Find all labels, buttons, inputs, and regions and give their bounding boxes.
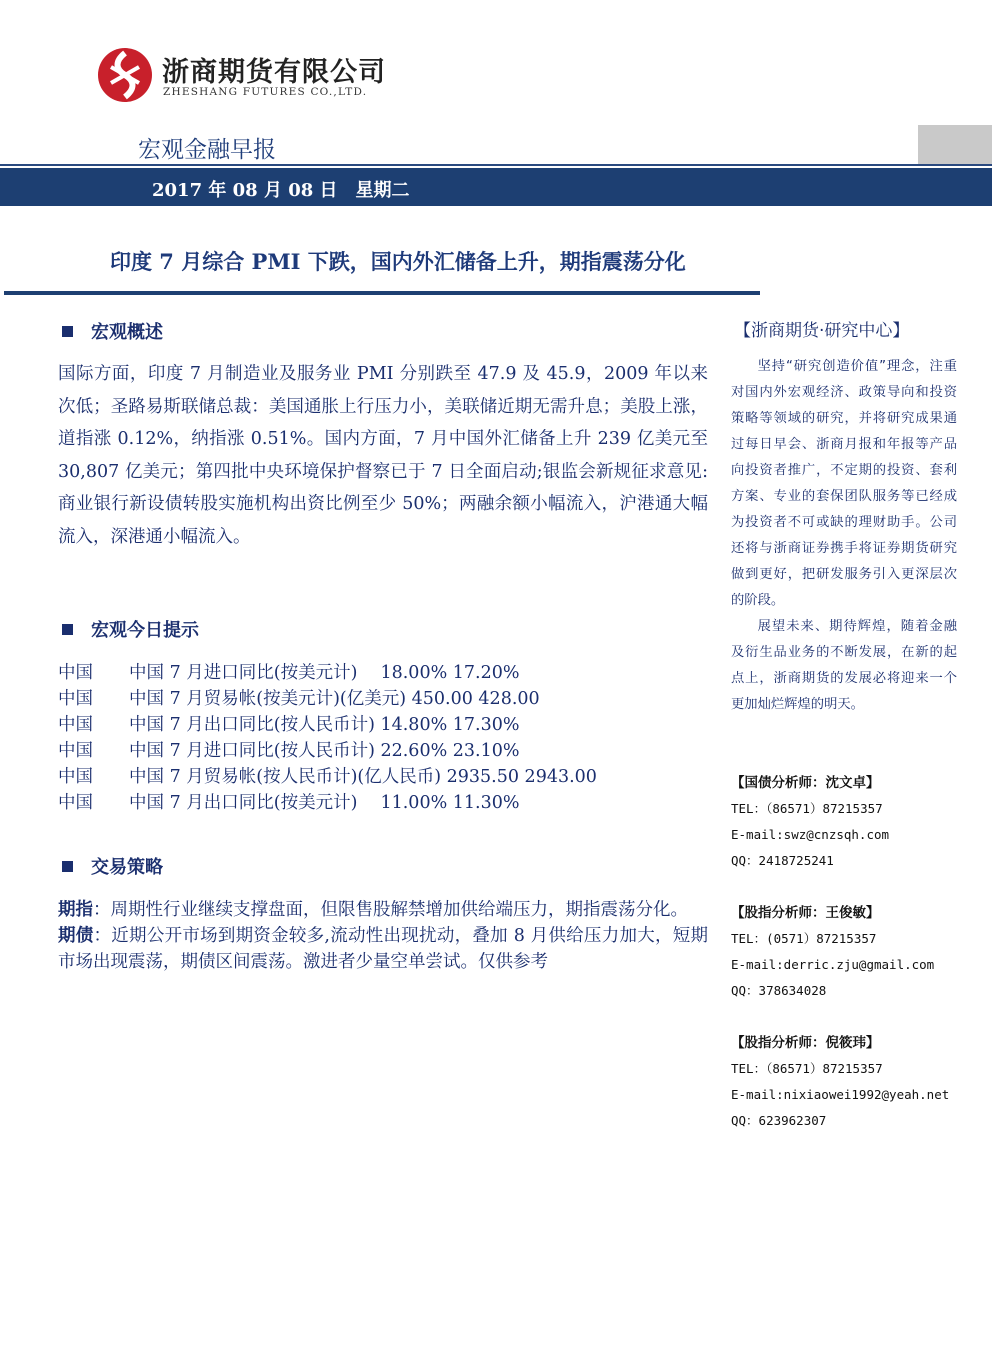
zheshang-logo-icon	[97, 47, 153, 103]
sidebar-outlook-paragraph: 展望未来、期待辉煌，随着金融及衍生品业务的不断发展，在新的起点上，浙商期货的发展必将迎来一个更加灿烂辉煌的明天。	[731, 619, 957, 712]
company-name-cn: 浙商期货有限公司	[162, 57, 386, 88]
strategy-text: ：周期性行业继续支撑盘面，但限售股解禁增加供给端压力，期指震荡分化。	[93, 900, 688, 920]
strategy-item	[58, 897, 708, 923]
tip-country: 中国	[58, 689, 93, 709]
analyst-email[interactable]: E-mail:nixiaowei1992@yeah.net	[731, 1087, 950, 1102]
tip-text: 中国 7 月出口同比(按美元计) 11.00% 11.30%	[129, 793, 520, 813]
analyst-name: 【股指分析师：王俊敏】	[731, 905, 880, 921]
square-bullet-icon	[62, 861, 73, 872]
sidebar-intro-paragraph: 坚持“研究创造价值”理念，注重对国内外宏观经济、政策导向和投资策略等领域的研究，并将研究成果通过每日早会、浙商月报和年报等产品向投资者推广，不定期的投资、套利方案、专业的套保团队服务等已经成为投资者不可或缺的理财助手。公司还将与浙商证券携手将证券期货研究做到更好，把研发服务引入更深层次的阶段。	[731, 359, 957, 608]
section-title-overview	[62, 318, 163, 344]
tip-country: 中国	[58, 715, 93, 735]
analyst-card	[731, 900, 971, 1004]
headline-divider	[4, 291, 760, 295]
square-bullet-icon	[62, 624, 73, 635]
analyst-email[interactable]: E-mail:swz@cnzsqh.com	[731, 827, 890, 842]
section-title-overview-text: 宏观概述	[91, 322, 163, 343]
tip-text: 中国 7 月出口同比(按人民币计) 14.80% 17.30%	[129, 715, 520, 735]
analyst-name: 【国债分析师：沈文卓】	[731, 775, 880, 791]
tip-text: 中国 7 月进口同比(按美元计) 18.00% 17.20%	[129, 663, 520, 683]
tip-text: 中国 7 月贸易帐(按人民币计)(亿人民币) 2935.50 2943.00	[129, 767, 597, 787]
tip-country: 中国	[58, 793, 93, 813]
section-title-strategy	[62, 853, 163, 879]
tip-country: 中国	[58, 767, 93, 787]
section-title-today-tips	[62, 616, 199, 642]
tip-text: 中国 7 月贸易帐(按美元计)(亿美元) 450.00 428.00	[129, 689, 540, 709]
analyst-tel: TEL：(0571）87215357	[731, 931, 877, 946]
strategy-label: 期债	[58, 926, 94, 946]
strategy-text: ：近期公开市场到期资金较多,流动性出现扰动，叠加 8 月供给压力加大，短期市场出现震荡，期债区间震荡。激进者少量空单尝试。仅供参考	[58, 926, 709, 972]
section-title-today-tips-text: 宏观今日提示	[91, 620, 199, 641]
strategy-item	[58, 923, 708, 975]
header-grey-block	[918, 125, 992, 165]
analyst-name: 【股指分析师：倪筱玮】	[731, 1035, 880, 1051]
strategy-label: 期指	[58, 900, 93, 920]
section-title-strategy-text: 交易策略	[91, 857, 163, 878]
analyst-tel: TEL：（86571）87215357	[731, 801, 883, 816]
overview-paragraph: 国际方面，印度 7 月制造业及服务业 PMI 分别跌至 47.9 及 45.9，2009 年以来次低；圣路易斯联储总裁：美国通胀上行压力小，美联储近期无需升息；美股上涨，道指涨 0.12%，纳指涨 0.51%。国内方面，7 月中国外汇储备上升 239 亿美元至 30,807 亿美元；第四批中央环境保护督察已于 7 日全面启动;银监会新规征求意见:商业银行新设债转股实施机构出资比例至少 50%；两融余额小幅流入，沪港通大幅流入，深港通小幅流入。	[58, 364, 708, 547]
analyst-qq: QQ：2418725241	[731, 853, 834, 868]
analyst-tel: TEL：（86571）87215357	[731, 1061, 883, 1076]
analyst-card	[731, 770, 971, 874]
analyst-qq: QQ：378634028	[731, 983, 827, 998]
square-bullet-icon	[62, 326, 73, 337]
analyst-qq: QQ：623962307	[731, 1113, 827, 1128]
report-date: 2017 年 08 月 08 日 星期二	[152, 180, 410, 201]
date-bar	[0, 168, 992, 206]
tip-country: 中国	[58, 663, 93, 683]
analyst-email[interactable]: E-mail:derric.zju@gmail.com	[731, 957, 935, 972]
header-divider	[0, 164, 992, 166]
company-name-en: ZHESHANG FUTURES CO.,LTD.	[163, 86, 368, 98]
tip-country: 中国	[58, 741, 93, 761]
report-title: 宏观金融早报	[138, 137, 276, 163]
analyst-card	[731, 1030, 971, 1134]
headline: 印度 7 月综合 PMI 下跌，国内外汇储备上升，期指震荡分化	[110, 249, 686, 274]
strategy-body	[58, 897, 708, 975]
sidebar-title: 【浙商期货·研究中心】	[734, 321, 910, 341]
tip-text: 中国 7 月进口同比(按人民币计) 22.60% 23.10%	[129, 741, 520, 761]
